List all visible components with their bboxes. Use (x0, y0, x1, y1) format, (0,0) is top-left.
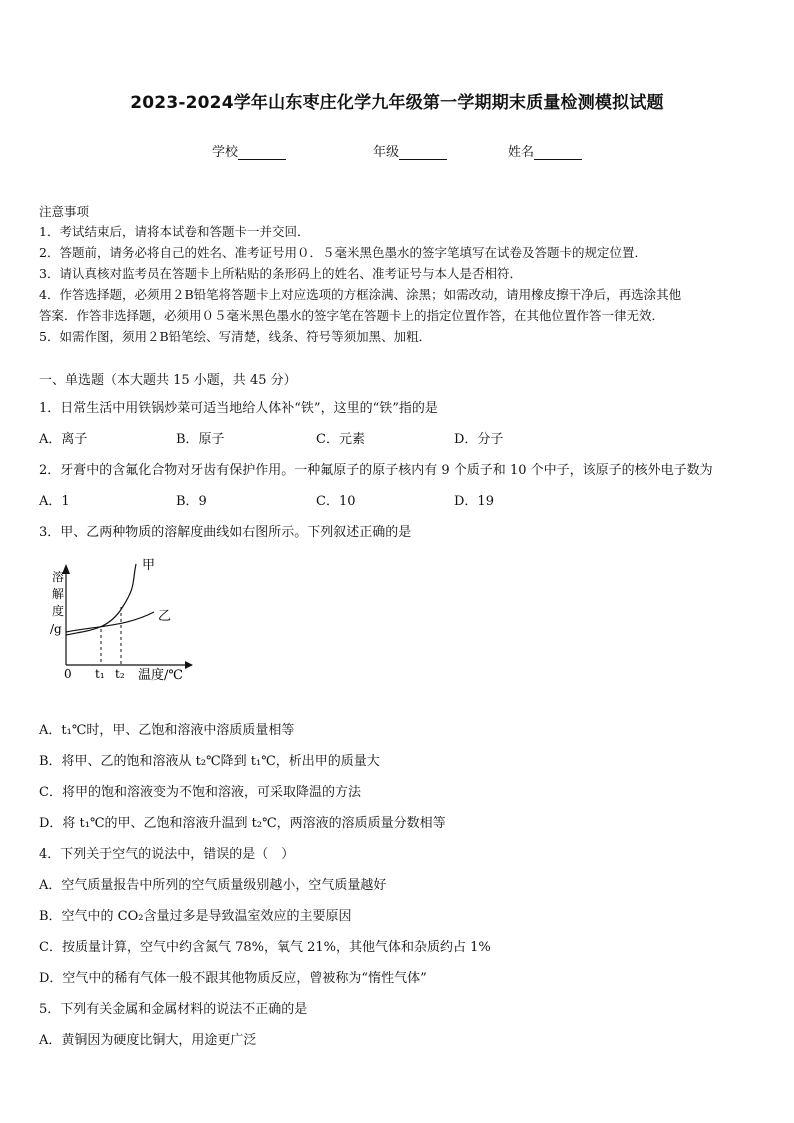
x-tick-label: 0 (64, 667, 72, 681)
question-stem: 1．日常生活中用铁锅炒菜可适当地给人体补“铁”，这里的“铁”指的是 (39, 401, 438, 416)
question-stem: 2．牙膏中的含氟化合物对牙齿有保护作用。一种氟原子的原子核内有 9 个质子和 10 个中子，该原子的核外电子数为 (39, 463, 713, 478)
section-heading: 一、单选题（本大题共 15 小题，共 45 分） (39, 373, 297, 388)
option-d[interactable]: D．19 (454, 494, 494, 509)
notice-item: 答案．作答非选择题，必须用０５毫米黑色墨水的签字笔在答题卡上的指定位置作答，在其他位置作答一律无效． (39, 308, 665, 323)
grade-label: 年级 (373, 145, 400, 160)
y-label-char: 解 (52, 587, 65, 601)
option-a[interactable]: A．1 (39, 494, 70, 509)
question-stem: 5．下列有关金属和金属材料的说法不正确的是 (39, 1002, 308, 1017)
option-a[interactable]: A．t₁℃时，甲、乙饱和溶液中溶质质量相等 (39, 723, 295, 738)
question-stem: 4．下列关于空气的说法中，错误的是（ ） (39, 847, 295, 862)
option-d[interactable]: D．空气中的稀有气体一般不跟其他物质反应，曾被称为“惰性气体” (39, 971, 427, 986)
school-blank[interactable] (238, 147, 286, 160)
school-field[interactable] (212, 141, 286, 160)
option-d[interactable]: D．分子 (454, 432, 504, 447)
option-c[interactable]: C．将甲的饱和溶液变为不饱和溶液，可采取降温的方法 (39, 785, 361, 800)
x-tick-label: t₁ (95, 667, 105, 681)
option-b[interactable]: B．将甲、乙的饱和溶液从 t₂℃降到 t₁℃，析出甲的质量大 (39, 754, 380, 769)
notice-item: 4．作答选择题，必须用２B铅笔将答题卡上对应选项的方框涂满、涂黑；如需改动，请用橡皮擦干净后，再选涂其他 (39, 287, 682, 302)
series-jia-line (66, 564, 136, 635)
option-d[interactable]: D．将 t₁℃的甲、乙饱和溶液升温到 t₂℃，两溶液的溶质质量分数相等 (39, 816, 446, 831)
option-a[interactable]: A．黄铜因为硬度比铜大，用途更广泛 (39, 1033, 257, 1048)
series-yi-label: 乙 (158, 609, 172, 624)
notice-item: 2．答题前，请务必将自己的姓名、准考证号用０．５毫米黑色墨水的签字笔填写在试卷及答题卡的规定位置． (39, 245, 647, 260)
option-b[interactable]: B．9 (176, 494, 207, 509)
page-title: 2023-2024学年山东枣庄化学九年级第一学期期末质量检测模拟试题 (130, 93, 664, 113)
question-stem: 3．甲、乙两种物质的溶解度曲线如右图所示。下列叙述正确的是 (39, 525, 412, 540)
x-tick-label: t₂ (115, 667, 125, 681)
notice-item: 3．请认真核对监考员在答题卡上所粘贴的条形码上的姓名、准考证号与本人是否相符． (39, 266, 522, 281)
name-label: 姓名 (508, 145, 535, 160)
grade-blank[interactable] (399, 147, 447, 160)
grade-field[interactable] (373, 141, 447, 160)
option-b[interactable]: B．空气中的 CO₂含量过多是导致温室效应的主要原因 (39, 909, 352, 924)
notice-item: 1．考试结束后，请将本试卷和答题卡一并交回． (39, 224, 310, 239)
option-c[interactable]: C．10 (316, 494, 356, 509)
name-field[interactable] (508, 141, 582, 160)
name-blank[interactable] (534, 147, 582, 160)
x-axis-arrow (185, 661, 193, 669)
series-jia-label: 甲 (142, 558, 156, 573)
school-label: 学校 (212, 145, 239, 160)
x-axis-label: 温度/℃ (138, 668, 183, 683)
y-label-char: 度 (52, 604, 65, 618)
option-a[interactable]: A．离子 (39, 432, 88, 447)
notice-heading: 注意事项 (39, 204, 90, 219)
y-label-char: /g (50, 622, 62, 636)
option-c[interactable]: C．按质量计算，空气中约含氮气 78%，氧气 21%，其他气体和杂质约占 1% (39, 940, 491, 955)
option-c[interactable]: C．元素 (316, 432, 365, 447)
option-a[interactable]: A．空气质量报告中所列的空气质量级别越小，空气质量越好 (39, 878, 387, 893)
option-b[interactable]: B．原子 (176, 432, 225, 447)
notice-item: 5．如需作图，须用２B铅笔绘、写清楚，线条、符号等须加黑、加粗． (39, 329, 432, 344)
solubility-chart (40, 550, 200, 690)
y-label-char: 溶 (52, 570, 65, 584)
